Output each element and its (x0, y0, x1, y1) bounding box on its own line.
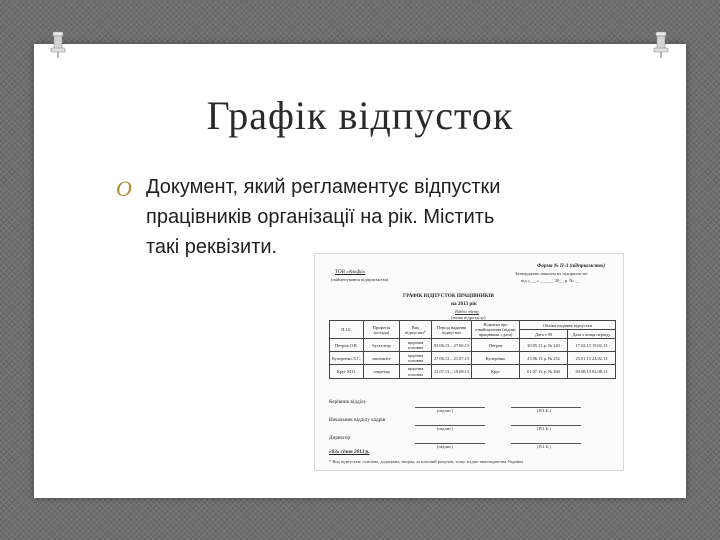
org-sub: (найменування підприємства) (331, 277, 389, 282)
form-year: на 2013 рік (451, 301, 477, 307)
bullet-line: такі реквізити. (146, 236, 278, 258)
column-header: П.І.Б. (330, 321, 364, 339)
table-cell: 17.02.13 19.02.13 (568, 339, 616, 352)
column-group-header: Обліки надання відпустки (520, 321, 616, 330)
bullet-text (146, 172, 616, 262)
form-dept-sub: (назва підрозділу) (451, 315, 486, 320)
bullet-line: Документ, який регламентує відпустки (146, 176, 501, 198)
table-cell: 21.07.13 – 19.08.13 (432, 365, 472, 378)
table-row (330, 352, 616, 365)
sign-sub: (П.І.Б.) (537, 408, 551, 413)
sign-sub: (підпис) (437, 444, 453, 449)
table-cell: 27.06.13 – 21.07.13 (432, 352, 472, 365)
table-header-row (330, 321, 616, 330)
table-cell: 03.06.13 – 27.06.13 (432, 339, 472, 352)
sign-sub: (П.І.Б.) (537, 444, 551, 449)
table-cell: секретар (364, 365, 400, 378)
form-heading: ГРАФІК ВІДПУСТОК ПРАЦІВНИКІВ (403, 293, 494, 299)
sign-date: «03» січня 2013 р. (329, 449, 370, 455)
table-cell: Круг (472, 365, 520, 378)
table-cell: 30.05.13 р. № 243 (520, 339, 568, 352)
bullet-marker: O (116, 176, 132, 201)
table-cell: щорічна основна (400, 339, 432, 352)
pushpin-icon (651, 31, 671, 59)
table-cell: 01.07.13 р. № 260 (520, 365, 568, 378)
sign-sub: (П.І.Б.) (537, 426, 551, 431)
sign-sub: (підпис) (437, 408, 453, 413)
table-cell: щорічна основна (400, 365, 432, 378)
column-header: Період надання відпустки (432, 321, 472, 339)
approved-date: від «___» ______ 20__ р. № __ (521, 278, 580, 283)
column-header: Відмітка про ознайомлення (підпис працівника і дата) (472, 321, 520, 339)
table-cell: 03.08.13 02.08.13 (568, 365, 616, 378)
vacation-form-image (314, 253, 624, 471)
sign-sub: (підпис) (437, 426, 453, 431)
table-row (330, 365, 616, 378)
bullet-line: працівників організації на рік. Містить (146, 206, 495, 228)
table-row (330, 339, 616, 352)
pushpin-icon (48, 31, 68, 59)
column-header: Професія (посада) (364, 321, 400, 339)
table-cell: 25.06.13 р. № 252 (520, 352, 568, 365)
approved-note: Затверджено наказом на підприємстві (515, 271, 588, 276)
table-cell: Круг М.О. (330, 365, 364, 378)
vacation-table (329, 320, 616, 379)
column-header: Вид відпустки* (400, 321, 432, 339)
table-cell: економіст (364, 352, 400, 365)
sign-label: Керівник відділу (329, 399, 367, 405)
org-name: ТОВ «Альфа» (335, 269, 366, 275)
table-cell: 25.01.13 24.02.13 (568, 352, 616, 365)
table-cell: бухгалтер (364, 339, 400, 352)
form-number: Форма № П-3 (підприємство) (537, 263, 606, 269)
table-cell: Петров (472, 339, 520, 352)
form-dept: Відділ збуту (455, 309, 479, 314)
table-cell: Кучеренко Л.С. (330, 352, 364, 365)
column-header: Дата з 09 (520, 330, 568, 339)
table-cell: Кучеренко (472, 352, 520, 365)
column-header: Дата з кінця періоду (568, 330, 616, 339)
table-cell: щорічна основна (400, 352, 432, 365)
sign-label: Начальник відділу кадрів (329, 417, 386, 423)
sign-label: Директор (329, 435, 351, 441)
footnote: * Вид відпустки: основна, додаткова, творча, за власний рахунок, тощо згідно законодавства України (329, 459, 523, 464)
slide-title: Графік відпусток (206, 93, 514, 138)
table-cell: Петров О.В. (330, 339, 364, 352)
